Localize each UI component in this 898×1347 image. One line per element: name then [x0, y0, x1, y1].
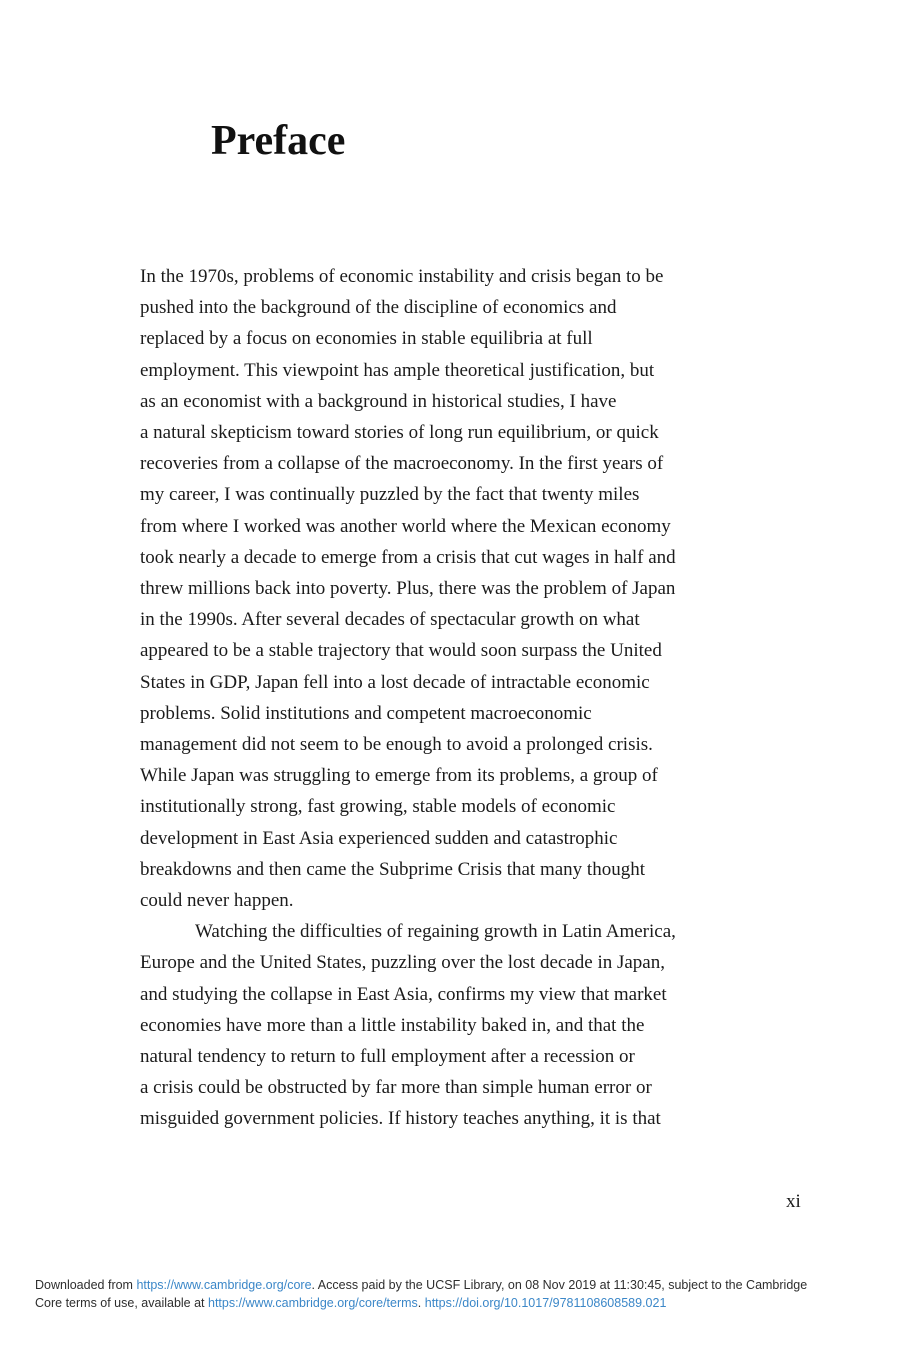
cambridge-core-link[interactable]: https://www.cambridge.org/core [136, 1278, 312, 1292]
body-line: employment. This viewpoint has ample theoretical justification, but [140, 359, 655, 381]
body-line: misguided government policies. If history teaches anything, it is that [140, 1108, 661, 1130]
body-line: took nearly a decade to emerge from a crisis that cut wages in half and [140, 546, 676, 568]
body-line: economies have more than a little instability baked in, and that the [140, 1014, 645, 1036]
body-line: States in GDP, Japan fell into a lost decade of intractable economic [140, 671, 650, 693]
footer-text: . [417, 1295, 425, 1310]
body-line: a crisis could be obstructed by far more than simple human error or [140, 1077, 652, 1099]
core-terms-link[interactable]: https://www.cambridge.org/core/terms [208, 1295, 418, 1310]
footer-line [35, 1295, 875, 1313]
body-line: problems. Solid institutions and competent macroeconomic [140, 702, 592, 724]
access-footer [35, 1277, 875, 1312]
body-line: natural tendency to return to full employment after a recession or [140, 1046, 635, 1068]
body-line: my career, I was continually puzzled by the fact that twenty miles [140, 484, 640, 506]
footer-line [35, 1277, 875, 1295]
page-number: xi [786, 1191, 801, 1212]
footer-text: Core terms of use, available at [35, 1295, 208, 1310]
body-line: recoveries from a collapse of the macroeconomy. In the first years of [140, 453, 664, 475]
body-line: Watching the difficulties of regaining growth in Latin America, [195, 921, 676, 943]
body-line: pushed into the background of the discipline of economics and [140, 297, 617, 319]
body-line: breakdowns and then came the Subprime Crisis that many thought [140, 858, 645, 880]
body-text [140, 261, 780, 1135]
paragraph [140, 916, 780, 1134]
body-line: management did not seem to be enough to avoid a prolonged crisis. [140, 734, 653, 756]
body-line: threw millions back into poverty. Plus, there was the problem of Japan [140, 578, 676, 600]
page-title: Preface [211, 118, 346, 165]
body-line: In the 1970s, problems of economic instability and crisis began to be [140, 266, 664, 287]
paragraph [140, 261, 780, 916]
body-line: as an economist with a background in historical studies, I have [140, 390, 617, 412]
body-line: in the 1990s. After several decades of spectacular growth on what [140, 609, 640, 631]
body-line: Europe and the United States, puzzling over the lost decade in Japan, [140, 952, 665, 974]
body-line: development in East Asia experienced sudden and catastrophic [140, 827, 618, 849]
body-line: While Japan was struggling to emerge from its problems, a group of [140, 765, 658, 787]
body-line: a natural skepticism toward stories of long run equilibrium, or quick [140, 422, 659, 444]
footer-text: Downloaded from [35, 1278, 137, 1292]
body-line: could never happen. [140, 890, 294, 912]
body-line: from where I worked was another world where the Mexican economy [140, 515, 671, 537]
doi-link[interactable]: https://doi.org/10.1017/9781108608589.021 [424, 1295, 667, 1310]
body-line: and studying the collapse in East Asia, confirms my view that market [140, 983, 667, 1005]
footer-text: . Access paid by the UCSF Library, on 08 Nov 2019 at 11:30:45, subject to the Cambridge [311, 1278, 808, 1292]
body-line: appeared to be a stable trajectory that would soon surpass the United [140, 640, 662, 662]
body-line: institutionally strong, fast growing, stable models of economic [140, 796, 616, 818]
body-line: replaced by a focus on economies in stable equilibria at full [140, 328, 593, 350]
